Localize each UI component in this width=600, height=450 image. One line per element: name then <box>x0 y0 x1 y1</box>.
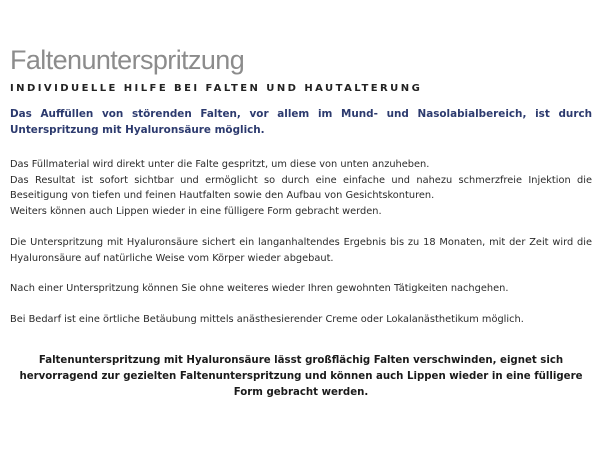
closing-statement: Faltenunterspritzung mit Hyaluronsäure lässt großflächig Falten verschwinden, eignet sich hervorragend zur gezielten Faltenunterspritzung und können auch Lippen wieder in eine fülligere Form gebracht werden. <box>19 354 583 399</box>
page-subtitle: INDIVIDUELLE HILFE BEI FALTEN UND HAUTALTERUNG <box>10 83 423 94</box>
article-content <box>10 44 592 402</box>
page-title: Faltenunterspritzung <box>10 45 245 75</box>
paragraph-line: Das Resultat ist sofort sichtbar und ermöglicht so durch eine einfache und nahezu schmerzfreie Injektion die Beseitigung von tiefen und feinen Hautfalten sowie den Aufbau von Gesichtskonturen. <box>10 174 592 202</box>
paragraph-anesthesia: Bei Bedarf ist eine örtliche Betäubung mittels anästhesierender Creme oder Lokalanästhetikum möglich. <box>10 313 524 325</box>
paragraph-line: Weiters können auch Lippen wieder in eine fülligere Form gebracht werden. <box>10 206 382 218</box>
paragraph-duration: Die Unterspritzung mit Hyaluronsäure sichert ein langanhaltendes Ergebnis bis zu 18 Monaten, mit der Zeit wird die Hyaluronsäure auf natürliche Weise vom Körper wieder abgebaut. <box>10 236 592 264</box>
lead-paragraph: Das Auffüllen von störenden Falten, vor allem im Mund- und Nasolabialbereich, ist durch Unterspritzung mit Hyaluronsäure möglich. <box>10 108 592 136</box>
paragraph-after-treatment: Nach einer Unterspritzung können Sie ohne weiteres wieder Ihren gewohnten Tätigkeiten nachgehen. <box>10 283 509 295</box>
paragraph-line: Das Füllmaterial wird direkt unter die Falte gespritzt, um diese von unten anzuheben. <box>10 159 430 170</box>
paragraph-filler-material <box>10 157 592 220</box>
